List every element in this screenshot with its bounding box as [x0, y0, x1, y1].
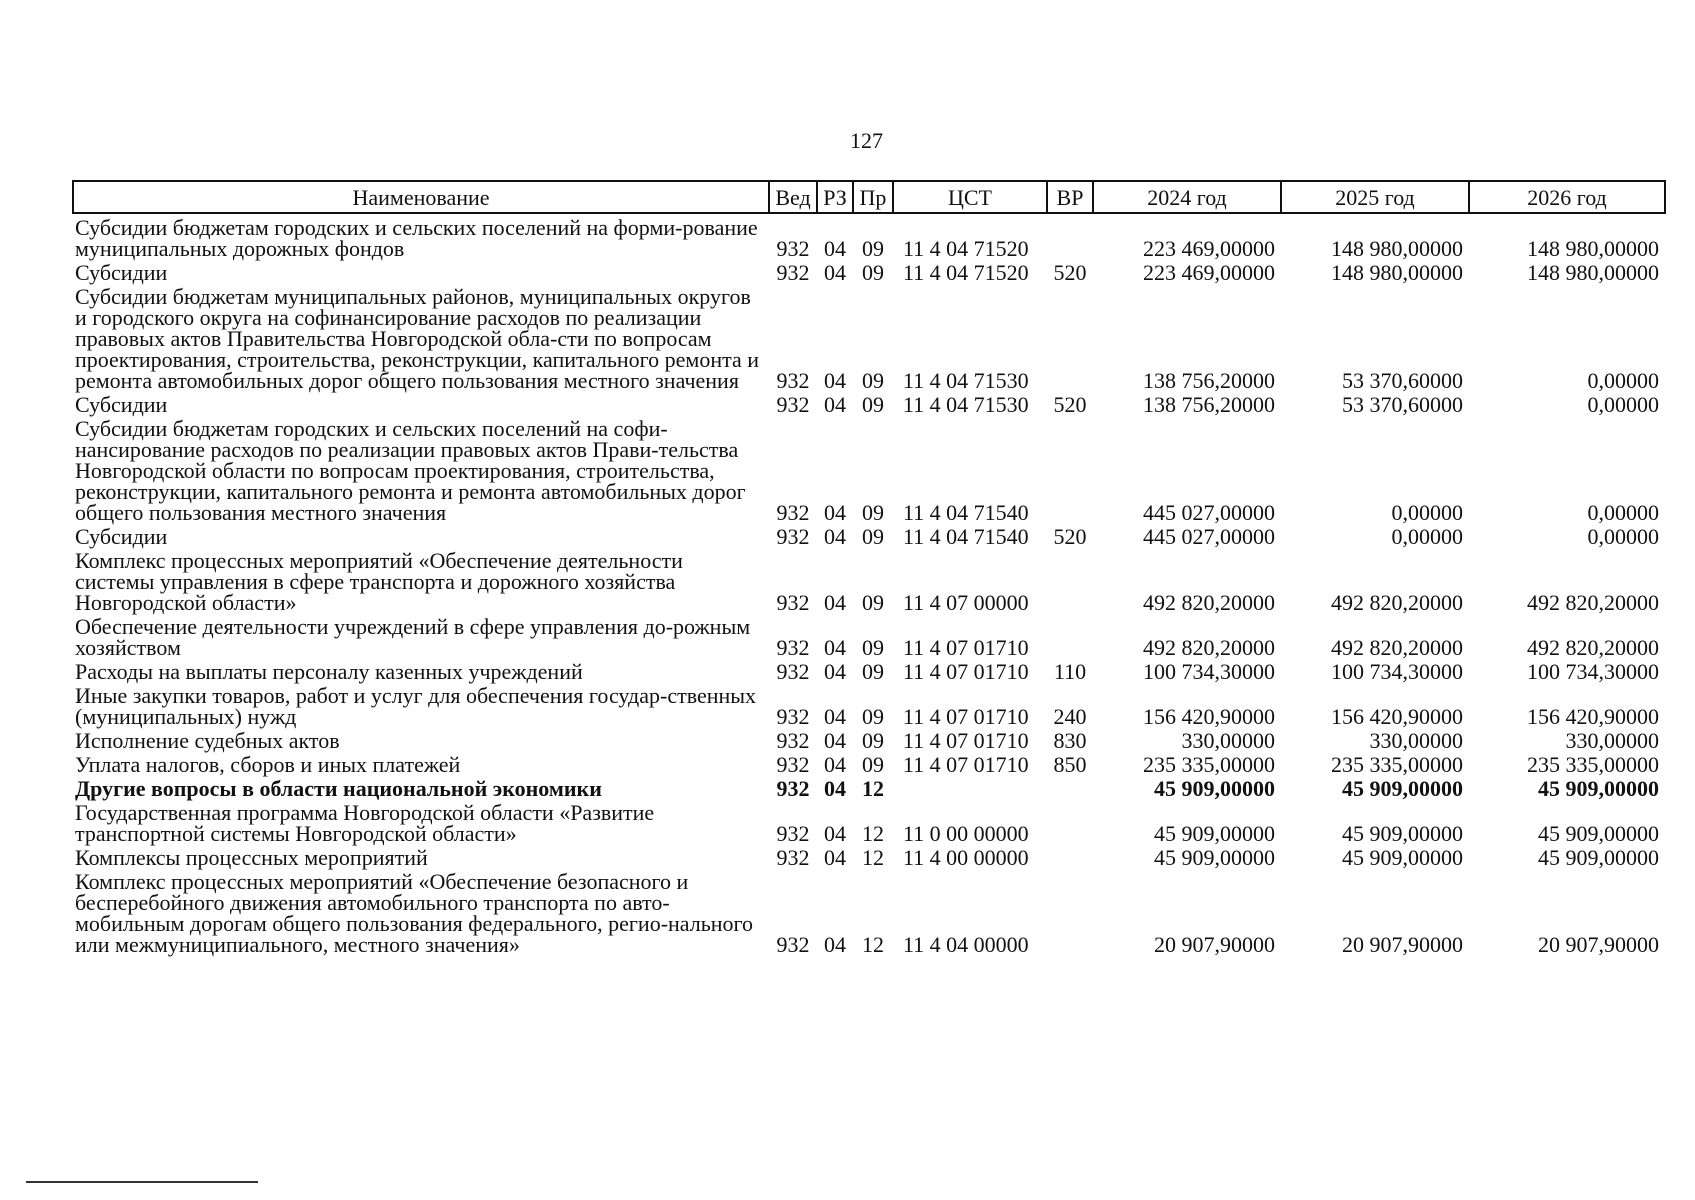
cell-ved: 932	[776, 590, 810, 615]
header-2025: 2025 год	[1281, 181, 1469, 213]
cell-cst: 11 4 04 71540	[903, 500, 1029, 525]
cell-cst: 11 4 07 00000	[903, 590, 1029, 615]
cell-pr: 09	[862, 260, 884, 285]
cell-2024: 45 909,00000	[1154, 821, 1275, 846]
cell-pr: 09	[862, 590, 884, 615]
cell-name: Субсидии	[75, 392, 168, 417]
cell-vr: 850	[1053, 752, 1087, 777]
cell-2025: 20 907,90000	[1342, 932, 1463, 957]
cell-2025: 53 370,60000	[1342, 368, 1463, 393]
cell-cst: 11 4 07 01710	[903, 704, 1029, 729]
cell-vr: 240	[1053, 704, 1087, 729]
cell-2025: 492 820,20000	[1331, 590, 1463, 615]
cell-name: Другие вопросы в области национальной экономики	[75, 776, 602, 801]
cell-vr	[1047, 775, 1093, 799]
cell-2026: 492 820,20000	[1527, 635, 1659, 660]
cell-2026: 148 980,00000	[1527, 260, 1659, 285]
cell-rz: 04	[824, 728, 846, 753]
cell-vr	[1047, 799, 1093, 844]
cell-pr: 09	[862, 392, 884, 417]
cell-ved: 932	[776, 752, 810, 777]
cell-cst: 11 4 04 71520	[903, 236, 1029, 261]
cell-cst: 11 4 04 00000	[903, 932, 1029, 957]
cell-2026: 330,00000	[1565, 728, 1659, 753]
cell-2025: 492 820,20000	[1331, 635, 1463, 660]
cell-pr: 12	[862, 932, 884, 957]
footer-rule	[26, 1181, 258, 1183]
cell-cst: 11 4 07 01710	[903, 752, 1029, 777]
cell-2026: 0,00000	[1587, 500, 1659, 525]
header-2024: 2024 год	[1093, 181, 1281, 213]
cell-2026: 100 734,30000	[1527, 659, 1659, 684]
cell-rz: 04	[824, 704, 846, 729]
cell-2024: 45 909,00000	[1154, 845, 1275, 870]
table-row	[73, 613, 1665, 658]
cell-pr: 09	[862, 524, 884, 549]
header-pr: Пр	[853, 181, 893, 213]
table-row	[73, 391, 1665, 415]
cell-rz: 04	[824, 392, 846, 417]
cell-2025: 330,00000	[1369, 728, 1463, 753]
cell-rz: 04	[824, 368, 846, 393]
cell-name: Комплекс процессных мероприятий «Обеспечение безопасного и бесперебойного движения автомобильного транспорта по авто-мобильным дорогам общего пользования федерального, регио-нального или межмуниципиального, местного значения»	[75, 869, 754, 957]
cell-2026: 0,00000	[1587, 392, 1659, 417]
table-row	[73, 751, 1665, 775]
cell-2024: 223 469,00000	[1143, 236, 1275, 261]
cell-name: Комплексы процессных мероприятий	[75, 845, 428, 870]
cell-ved: 932	[776, 392, 810, 417]
cell-cst: 11 4 00 00000	[903, 845, 1029, 870]
cell-2026: 148 980,00000	[1527, 236, 1659, 261]
table-body	[73, 213, 1665, 955]
cell-2024: 138 756,20000	[1143, 392, 1275, 417]
cell-2024: 45 909,00000	[1154, 776, 1275, 801]
cell-2024: 492 820,20000	[1143, 590, 1275, 615]
cell-2025: 148 980,00000	[1331, 260, 1463, 285]
cell-ved: 932	[776, 728, 810, 753]
cell-2024: 223 469,00000	[1143, 260, 1275, 285]
cell-2024: 445 027,00000	[1143, 500, 1275, 525]
cell-2026: 492 820,20000	[1527, 590, 1659, 615]
cell-pr: 09	[862, 704, 884, 729]
table-row	[73, 658, 1665, 682]
cell-vr	[1047, 415, 1093, 523]
cell-2026: 156 420,90000	[1527, 704, 1659, 729]
cell-2025: 53 370,60000	[1342, 392, 1463, 417]
cell-2026: 0,00000	[1587, 368, 1659, 393]
cell-2026: 45 909,00000	[1538, 776, 1659, 801]
cell-name: Субсидии	[75, 260, 168, 285]
cell-pr: 09	[862, 659, 884, 684]
cell-name: Иные закупки товаров, работ и услуг для обеспечения государ-ственных (муниципальных) нужд	[75, 683, 757, 729]
cell-pr: 09	[862, 728, 884, 753]
table-header	[73, 181, 1665, 213]
table-row	[73, 799, 1665, 844]
header-2026: 2026 год	[1469, 181, 1665, 213]
cell-name: Комплекс процессных мероприятий «Обеспечение деятельности системы управления в сфере транспорта и дорожного хозяйства Новгородской области»	[75, 548, 683, 615]
cell-cst: 11 4 04 71520	[903, 260, 1029, 285]
table-row	[73, 523, 1665, 547]
header-ved: Вед	[769, 181, 817, 213]
cell-vr: 830	[1053, 728, 1087, 753]
cell-name: Исполнение судебных актов	[75, 728, 340, 753]
cell-ved: 932	[776, 635, 810, 660]
cell-rz: 04	[824, 590, 846, 615]
cell-vr	[1047, 283, 1093, 391]
cell-2025: 235 335,00000	[1331, 752, 1463, 777]
table-row	[73, 259, 1665, 283]
cell-2024: 235 335,00000	[1143, 752, 1275, 777]
cell-vr: 110	[1053, 659, 1087, 684]
cell-rz: 04	[824, 260, 846, 285]
header-name: Наименование	[73, 181, 769, 213]
cell-pr: 09	[862, 752, 884, 777]
cell-ved: 932	[776, 659, 810, 684]
table-row	[73, 415, 1665, 523]
cell-rz: 04	[824, 500, 846, 525]
table-row	[73, 547, 1665, 613]
cell-2026: 45 909,00000	[1538, 845, 1659, 870]
header-vr: ВР	[1047, 181, 1093, 213]
cell-vr	[1047, 868, 1093, 955]
cell-ved: 932	[776, 932, 810, 957]
cell-name: Обеспечение деятельности учреждений в сфере управления до-рожным хозяйством	[75, 614, 751, 660]
cell-name: Государственная программа Новгородской области «Развитие транспортной системы Новгородской области»	[75, 800, 655, 846]
cell-2025: 45 909,00000	[1342, 845, 1463, 870]
cell-rz: 04	[824, 821, 846, 846]
cell-cst: 11 4 07 01710	[903, 635, 1029, 660]
table-row	[73, 213, 1665, 259]
cell-name: Субсидии бюджетам муниципальных районов, муниципальных округов и городского округа на софинансирование расходов по реализации правовых актов Правительства Новгородской обла-сти по вопросам проектирования, строительства, реконструкции, капитального ремонта и ремонта автомобильных дорог общего пользования местного значения	[75, 284, 760, 393]
header-cst: ЦСТ	[893, 181, 1047, 213]
cell-2024: 445 027,00000	[1143, 524, 1275, 549]
cell-2024: 100 734,30000	[1143, 659, 1275, 684]
cell-rz: 04	[824, 659, 846, 684]
cell-rz: 04	[824, 524, 846, 549]
cell-2024: 20 907,90000	[1154, 932, 1275, 957]
cell-2024: 156 420,90000	[1143, 704, 1275, 729]
table-row	[73, 868, 1665, 955]
cell-pr: 09	[862, 236, 884, 261]
cell-2025: 0,00000	[1391, 500, 1463, 525]
budget-table	[72, 180, 1666, 955]
cell-vr: 520	[1053, 260, 1087, 285]
cell-rz: 04	[824, 635, 846, 660]
cell-2026: 235 335,00000	[1527, 752, 1659, 777]
cell-ved: 932	[776, 260, 810, 285]
cell-ved: 932	[776, 500, 810, 525]
cell-rz: 04	[824, 776, 846, 801]
cell-pr: 09	[862, 635, 884, 660]
cell-name: Субсидии	[75, 524, 168, 549]
cell-name: Уплата налогов, сборов и иных платежей	[75, 752, 461, 777]
cell-ved: 932	[776, 368, 810, 393]
cell-rz: 04	[824, 752, 846, 777]
cell-vr	[1047, 547, 1093, 613]
cell-vr	[1047, 844, 1093, 868]
cell-cst	[893, 775, 1047, 799]
page-number: 127	[850, 128, 883, 153]
cell-pr: 12	[862, 821, 884, 846]
cell-pr: 12	[862, 776, 884, 801]
cell-2025: 100 734,30000	[1331, 659, 1463, 684]
header-row	[73, 181, 1665, 213]
header-rz: РЗ	[817, 181, 853, 213]
cell-name: Субсидии бюджетам городских и сельских поселений на софи-нансирование расходов по реализации правовых актов Прави-тельства Новгородской области по вопросам проектирования, строительства, реконструкции, капитального ремонта и ремонта автомобильных дорог общего пользования местного значения	[75, 416, 746, 525]
cell-ved: 932	[776, 236, 810, 261]
cell-2024: 138 756,20000	[1143, 368, 1275, 393]
table-row	[73, 283, 1665, 391]
cell-2026: 45 909,00000	[1538, 821, 1659, 846]
cell-ved: 932	[776, 845, 810, 870]
cell-rz: 04	[824, 845, 846, 870]
cell-rz: 04	[824, 236, 846, 261]
cell-vr	[1047, 613, 1093, 658]
cell-2025: 45 909,00000	[1342, 821, 1463, 846]
cell-vr: 520	[1053, 524, 1087, 549]
cell-cst: 11 4 07 01710	[903, 659, 1029, 684]
cell-pr: 12	[862, 845, 884, 870]
cell-ved: 932	[776, 704, 810, 729]
table-row	[73, 775, 1665, 799]
cell-pr: 09	[862, 368, 884, 393]
cell-ved: 932	[776, 821, 810, 846]
cell-2024: 330,00000	[1181, 728, 1275, 753]
cell-ved: 932	[776, 776, 810, 801]
table-row	[73, 682, 1665, 727]
cell-cst: 11 4 04 71530	[903, 392, 1029, 417]
cell-2025: 156 420,90000	[1331, 704, 1463, 729]
cell-cst: 11 4 04 71530	[903, 368, 1029, 393]
cell-rz: 04	[824, 932, 846, 957]
cell-vr	[1047, 213, 1093, 259]
cell-name: Субсидии бюджетам городских и сельских поселений на форми-рование муниципальных дорожных фондов	[75, 215, 758, 261]
cell-pr: 09	[862, 500, 884, 525]
cell-2025: 148 980,00000	[1331, 236, 1463, 261]
table-row	[73, 844, 1665, 868]
cell-2026: 20 907,90000	[1538, 932, 1659, 957]
cell-name: Расходы на выплаты персоналу казенных учреждений	[75, 659, 583, 684]
cell-cst: 11 4 04 71540	[903, 524, 1029, 549]
cell-2025: 0,00000	[1391, 524, 1463, 549]
cell-2024: 492 820,20000	[1143, 635, 1275, 660]
cell-2025: 45 909,00000	[1342, 776, 1463, 801]
table-row	[73, 727, 1665, 751]
cell-cst: 11 0 00 00000	[903, 821, 1029, 846]
cell-ved: 932	[776, 524, 810, 549]
cell-2026: 0,00000	[1587, 524, 1659, 549]
cell-vr: 520	[1053, 392, 1087, 417]
cell-cst: 11 4 07 01710	[903, 728, 1029, 753]
